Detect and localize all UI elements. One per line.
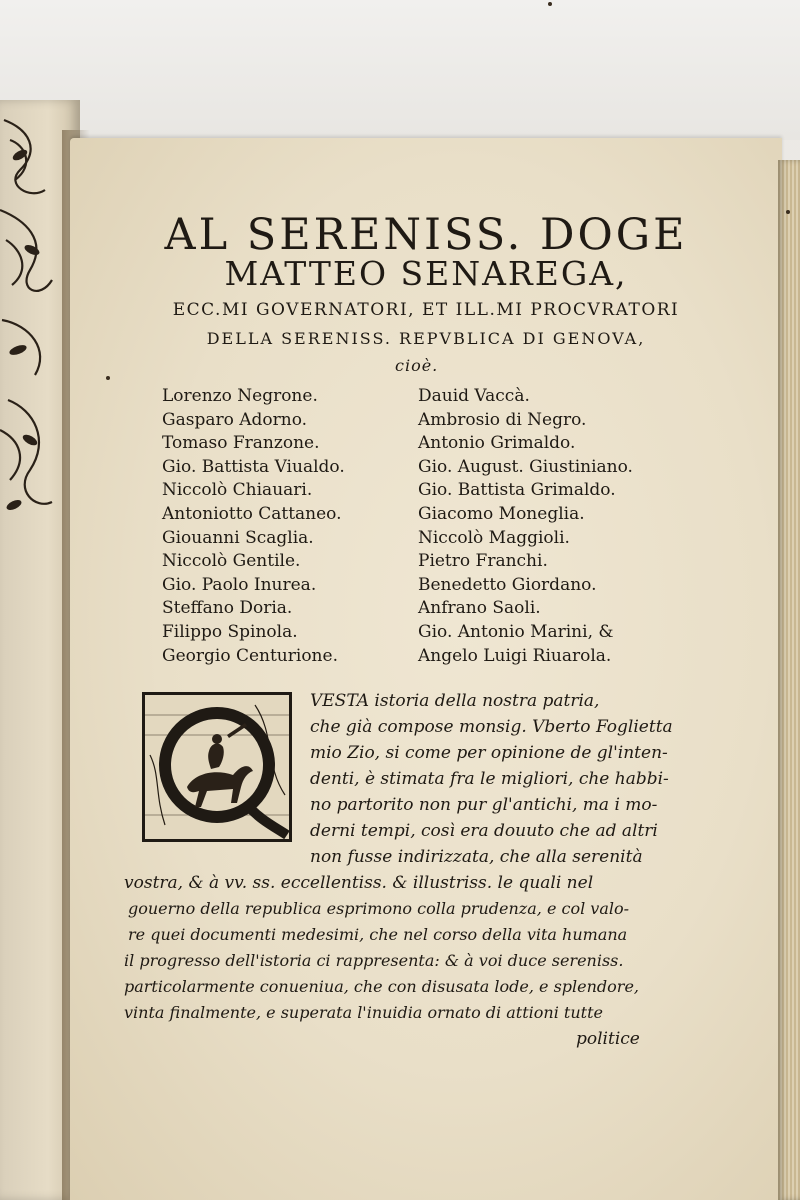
name-entry: Gio. Battista Viualdo. [162, 456, 345, 477]
name-entry: Ambrosio di Negro. [418, 409, 587, 430]
body-line: vinta finalmente, e superata l'inuidia ornato di attioni tutte [124, 1003, 603, 1022]
woodcut-horseman-image [145, 695, 289, 839]
name-entry: Lorenzo Negrone. [162, 386, 318, 406]
body-line: particolarmente conueniua, che con disusata lode, e splendore, [124, 977, 640, 996]
dedication-title-line-5: cioè. [395, 356, 439, 375]
name-entry: Gio. August. Giustiniano. [418, 456, 633, 477]
body-line: derni tempi, così era douuto che ad altri [310, 821, 658, 841]
body-line: mio Zio, si come per opinione de gl'inten- [310, 743, 668, 763]
names-column-right [418, 385, 633, 668]
name-entry: Benedetto Giordano. [418, 574, 597, 595]
body-line: gouerno della republica esprimono colla prudenza, e col valo- [128, 899, 630, 918]
body-line: re quei documenti medesimi, che nel corso della vita humana [128, 925, 628, 944]
decorated-initial [142, 692, 292, 842]
name-entry: Filippo Spinola. [162, 621, 298, 642]
names-column-left [162, 385, 345, 668]
name-entry: Angelo Luigi Riuarola. [418, 645, 612, 666]
name-entry: Tomaso Franzone. [162, 433, 320, 454]
name-entry: Gio. Paolo Inurea. [162, 574, 317, 595]
body-line: politice [576, 1029, 640, 1049]
name-entry: Giacomo Moneglia. [418, 503, 585, 524]
body-line: denti, è stimata fra le migliori, che habbi- [310, 769, 669, 789]
body-line: no partorito non pur gl'antichi, ma i mo- [310, 795, 658, 815]
dedication-title-line-3: ECC.MI GOVERNATORI, ET ILL.MI PROCVRATORI [172, 300, 680, 320]
name-entry: Gio. Antonio Marini, & [418, 621, 614, 642]
name-entry: Antoniotto Cattaneo. [162, 503, 342, 524]
ink-speck [548, 2, 552, 6]
name-entry: Georgio Centurione. [162, 645, 338, 666]
name-entry: Niccolò Chiauari. [162, 480, 313, 501]
name-entry: Antonio Grimaldo. [418, 433, 576, 454]
dedication-title-line-2: MATTEO SENAREGA, [224, 254, 628, 293]
ink-speck [786, 210, 790, 214]
woodcut-ornament-image [0, 110, 56, 530]
name-entry: Dauid Vaccà. [418, 386, 530, 406]
body-line: VESTA istoria della nostra patria, [310, 691, 600, 711]
name-entry: Gasparo Adorno. [162, 409, 308, 430]
body-line: non fusse indirizzata, che alla serenità [310, 847, 643, 867]
name-entry: Niccolò Maggioli. [418, 527, 570, 548]
body-line: il progresso dell'istoria ci rappresenta: & à voi duce sereniss. [124, 951, 624, 970]
name-entry: Giouanni Scaglia. [162, 527, 314, 548]
name-entry: Steffano Doria. [162, 598, 293, 619]
name-entry: Gio. Battista Grimaldo. [418, 480, 616, 501]
book-page [70, 138, 782, 1200]
name-entry: Anfrano Saoli. [418, 598, 541, 619]
dedication-title-line-4: DELLA SERENISS. REPVBLICA DI GENOVA, [206, 329, 646, 348]
ink-speck [106, 376, 110, 380]
backdrop [0, 0, 800, 140]
body-line: che già compose monsig. Vberto Foglietta [310, 717, 673, 737]
dedication-title-line-1: AL SERENISS. DOGE [164, 210, 688, 260]
body-line: vostra, & à vv. ss. eccellentiss. & illustriss. le quali nel [124, 873, 594, 893]
name-entry: Pietro Franchi. [418, 551, 548, 572]
name-entry: Niccolò Gentile. [162, 551, 301, 572]
